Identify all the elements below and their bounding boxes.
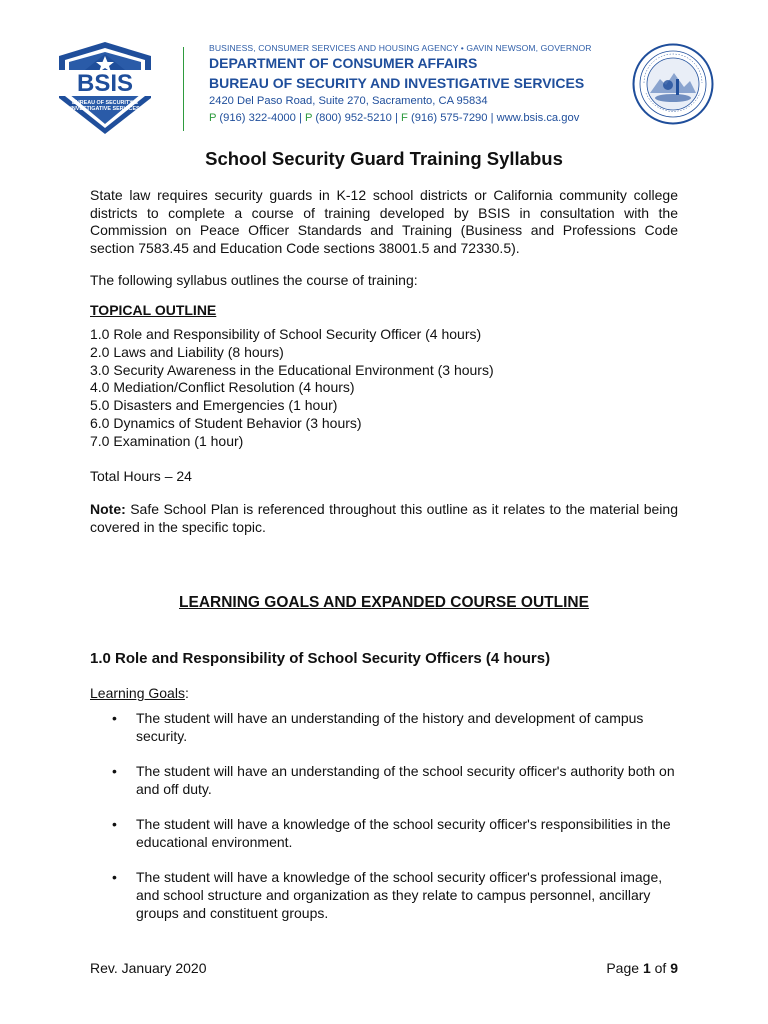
fax-label: F xyxy=(401,112,408,124)
bureau-name: BUREAU OF SECURITY AND INVESTIGATIVE SERVICES xyxy=(209,75,585,91)
phone-2: (800) 952-5210 | xyxy=(312,112,402,124)
page-number xyxy=(606,960,678,976)
contact-line xyxy=(209,112,579,124)
outline-item: 5.0 Disasters and Emergencies (1 hour) xyxy=(90,397,338,414)
goal-text: The student will have a knowledge of the school security officer's responsibilities in the educational environment. xyxy=(136,816,671,850)
bureau-address: 2420 Del Paso Road, Suite 270, Sacramento, CA 95834 xyxy=(209,95,488,107)
outline-item: 1.0 Role and Responsibility of School Security Officer (4 hours) xyxy=(90,326,482,342)
phone-label-2: P xyxy=(305,112,313,124)
outline-item: 7.0 Examination (1 hour) xyxy=(90,432,244,449)
page-of: of xyxy=(650,960,671,976)
following-paragraph: The following syllabus outlines the course of training: xyxy=(90,272,418,288)
total-hours: Total Hours – 24 xyxy=(90,468,192,484)
logo-text: BSIS xyxy=(76,70,134,97)
learning-goals-label-text: Learning Goals xyxy=(90,685,185,701)
outline-item: 3.0 Security Awareness in the Educational Environment (3 hours) xyxy=(90,361,494,378)
department-name: DEPARTMENT OF CONSUMER AFFAIRS xyxy=(209,55,478,71)
subsection-heading: 1.0 Role and Responsibility of School Security Officers (4 hours) xyxy=(90,650,551,667)
fax-and-website: (916) 575-7290 | www.bsis.ca.gov xyxy=(407,112,580,124)
list-item xyxy=(112,816,678,852)
note-paragraph xyxy=(90,501,678,536)
header-divider xyxy=(183,47,184,131)
list-item xyxy=(112,710,678,746)
intro-paragraph: State law requires security guards in K-12 school districts or California community college districts to complete a course of training developed by BSIS in consultation with the Commission on Peace Officer Standards and Training (Business and Professions Code section 7583.45 and Education Code sections 38001.5 and 72330.5). xyxy=(90,187,678,256)
learning-goals-list xyxy=(112,710,678,940)
learning-goals-colon: : xyxy=(184,685,189,701)
outline-item: 6.0 Dynamics of Student Behavior (3 hours) xyxy=(90,414,362,431)
goal-text: The student will have an understanding of the school security officer's authority both on and off duty. xyxy=(136,763,675,797)
phone-1: (916) 322-4000 | xyxy=(216,112,306,124)
learning-goals-label xyxy=(90,685,189,701)
goal-text: The student will have a knowledge of the school security officer's professional image, and school structure and organization as they relate to campus personnel, ancillary groups and constituent groups. xyxy=(136,869,663,921)
list-item xyxy=(112,869,678,922)
note-label: Note: xyxy=(90,501,126,517)
page-title: School Security Guard Training Syllabus xyxy=(205,148,563,169)
list-item xyxy=(112,763,678,799)
california-seal-icon xyxy=(632,43,714,125)
topical-outline-heading: TOPICAL OUTLINE xyxy=(90,302,217,318)
section-heading: LEARNING GOALS AND EXPANDED COURSE OUTLINE xyxy=(179,594,589,611)
page-current: 1 xyxy=(642,960,651,976)
topical-outline-list xyxy=(90,326,494,451)
logo-subtext-1: BUREAU OF SECURITY & xyxy=(71,100,139,106)
page-total: 9 xyxy=(670,960,678,976)
outline-item: 4.0 Mediation/Conflict Resolution (4 hours) xyxy=(90,379,355,396)
bullet-icon: • xyxy=(112,869,117,886)
outline-item: 2.0 Laws and Liability (8 hours) xyxy=(90,343,284,360)
goal-text: The student will have an understanding of the history and development of campus security. xyxy=(136,710,644,744)
note-text: Safe School Plan is referenced throughout this outline as it relates to the material being covered in the specific topic. xyxy=(90,501,678,535)
phone-label-1: P xyxy=(209,112,217,124)
revision-date: Rev. January 2020 xyxy=(90,960,207,976)
logo-subtext-2: INVESTIGATIVE SERVICES xyxy=(70,106,140,112)
bullet-icon: • xyxy=(112,816,117,833)
bsis-logo-icon xyxy=(55,40,155,136)
bullet-icon: • xyxy=(112,710,117,726)
page-prefix: Page xyxy=(606,960,643,976)
agency-line: BUSINESS, CONSUMER SERVICES AND HOUSING AGENCY • GAVIN NEWSOM, GOVERNOR xyxy=(209,43,592,53)
bullet-icon: • xyxy=(112,763,117,780)
